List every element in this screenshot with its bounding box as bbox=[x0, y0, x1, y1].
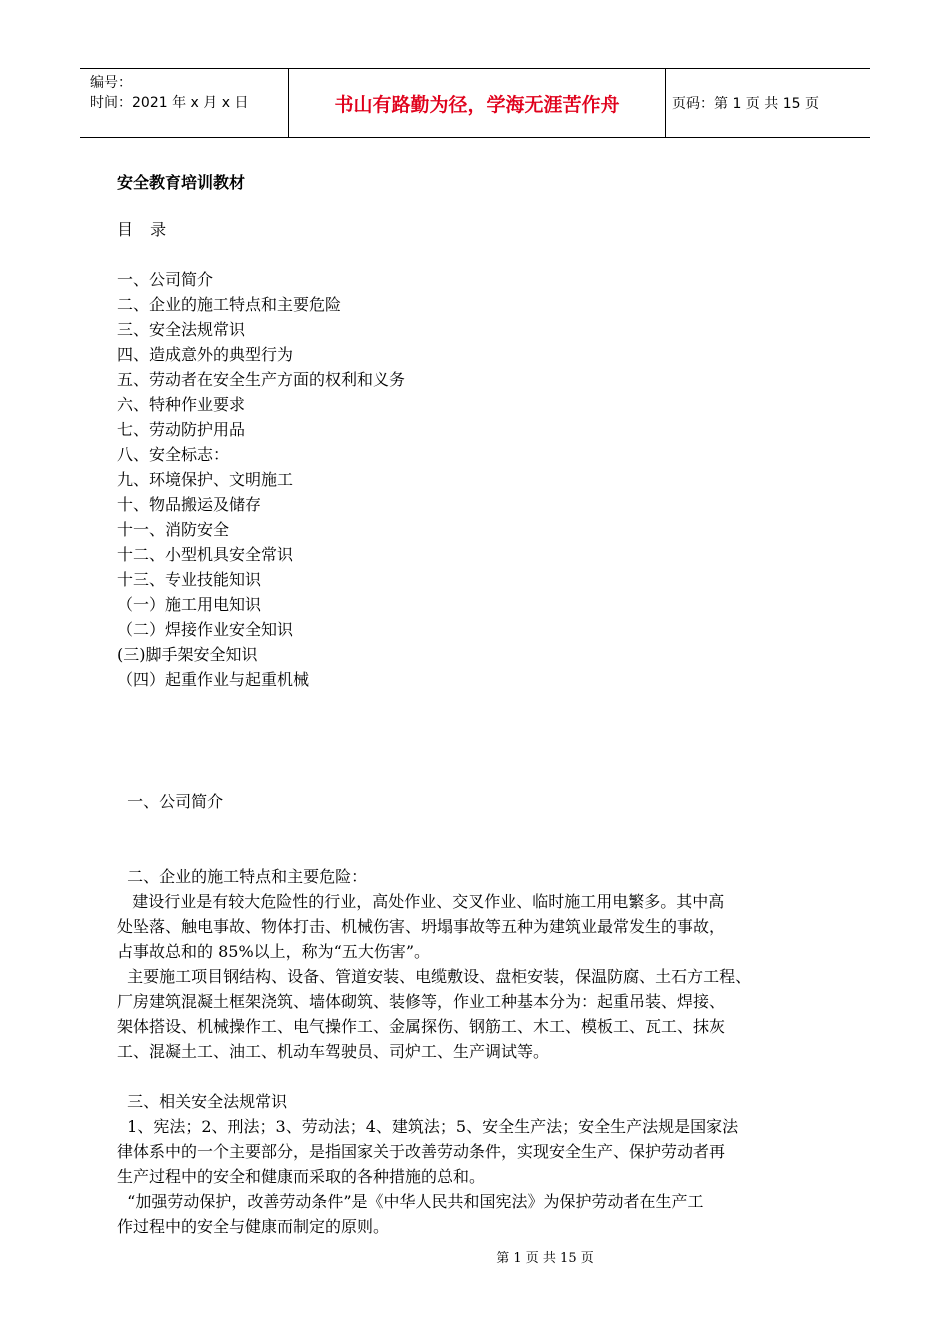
header-page-info: 页码：第 1 页 共 15 页 bbox=[672, 96, 819, 112]
header-table bbox=[80, 68, 870, 138]
text-line: 厂房建筑混凝土框架浇筑、墙体砌筑、装修等，作业工种基本分为：起重吊装、焊接、 bbox=[117, 992, 726, 1011]
paragraph bbox=[117, 889, 867, 964]
page-footer: 第 1 页 共 15 页 bbox=[496, 1251, 594, 1266]
toc-item: 二、企业的施工特点和主要危险 bbox=[117, 295, 342, 314]
header-motto: 书山有路勤为径，学海无涯苦作舟 bbox=[289, 69, 666, 137]
header-meta bbox=[80, 69, 289, 137]
toc-item: 六、特种作业要求 bbox=[117, 395, 246, 414]
toc-item: 四、造成意外的典型行为 bbox=[117, 345, 294, 364]
text-line: 占事故总和的 85%以上，称为“五大伤害”。 bbox=[117, 942, 431, 961]
text-line: 架体搭设、机械操作工、电气操作工、金属探伤、钢筋工、木工、模板工、瓦工、抹灰 bbox=[117, 1017, 726, 1036]
text-line: 主要施工项目钢结构、设备、管道安装、电缆敷设、盘柜安装，保温防腐、土石方工程、 bbox=[117, 967, 752, 986]
toc-item: （四）起重作业与起重机械 bbox=[117, 670, 310, 689]
text-line: 工、混凝土工、油工、机动车驾驶员、司炉工、生产调试等。 bbox=[117, 1042, 550, 1061]
toc-item: 十一、消防安全 bbox=[117, 520, 230, 539]
text-line: 作过程中的安全与健康而制定的原则。 bbox=[117, 1217, 390, 1236]
paragraph bbox=[117, 1114, 867, 1189]
date-label: 时间：2021 年 x 月 x 日 bbox=[90, 95, 249, 111]
document-title: 安全教育培训教材 bbox=[117, 173, 246, 192]
doc-number-label: 编号： bbox=[90, 75, 132, 91]
paragraph bbox=[117, 1189, 867, 1239]
section-heading: 二、企业的施工特点和主要危险： bbox=[117, 867, 368, 886]
text-line: 律体系中的一个主要部分，是指国家关于改善劳动条件，实现安全生产、保护劳动者再 bbox=[117, 1142, 726, 1161]
text-line: “加强劳动保护，改善劳动条件”是《中华人民共和国宪法》为保护劳动者在生产工 bbox=[117, 1192, 704, 1211]
toc-item: 一、公司简介 bbox=[117, 270, 214, 289]
toc-item: （二）焊接作业安全知识 bbox=[117, 620, 294, 639]
table-of-contents bbox=[117, 267, 867, 692]
toc-item: 五、劳动者在安全生产方面的权利和义务 bbox=[117, 370, 406, 389]
section-heading: 三、相关安全法规常识 bbox=[117, 1092, 288, 1111]
toc-item: 九、环境保护、文明施工 bbox=[117, 470, 294, 489]
toc-item: （一）施工用电知识 bbox=[117, 595, 262, 614]
text-line: 生产过程中的安全和健康而采取的各种措施的总和。 bbox=[117, 1167, 486, 1186]
text-line: 建设行业是有较大危险性的行业，高处作业、交叉作业、临时施工用电繁多。其中高 bbox=[117, 892, 725, 911]
section-heading: 一、公司简介 bbox=[117, 792, 224, 811]
toc-item: 三、安全法规常识 bbox=[117, 320, 246, 339]
toc-item: 十二、小型机具安全常识 bbox=[117, 545, 294, 564]
text-line: 处坠落、触电事故、物体打击、机械伤害、坍塌事故等五种为建筑业最常发生的事故， bbox=[117, 917, 726, 936]
paragraph bbox=[117, 964, 867, 1064]
toc-item: 八、安全标志： bbox=[117, 445, 230, 464]
text-line: 1、宪法；2、刑法；3、劳动法；4、建筑法；5、安全生产法；安全生产法规是国家法 bbox=[117, 1117, 739, 1136]
toc-item: 七、劳动防护用品 bbox=[117, 420, 246, 439]
toc-item: 十三、专业技能知识 bbox=[117, 570, 262, 589]
toc-heading: 目 录 bbox=[117, 220, 173, 239]
toc-item: (三)脚手架安全知识 bbox=[117, 645, 258, 664]
document-body bbox=[117, 170, 867, 1239]
toc-item: 十、物品搬运及储存 bbox=[117, 495, 262, 514]
